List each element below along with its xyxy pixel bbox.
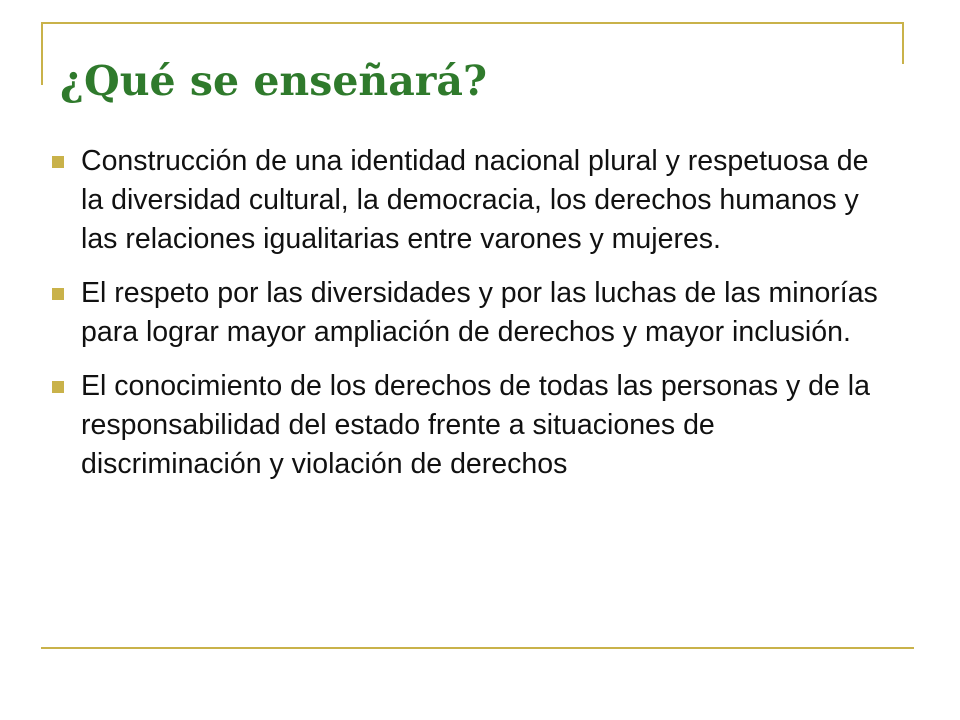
square-bullet-icon xyxy=(52,288,64,300)
bullet-text: Construcción de una identidad nacional plural y respetuosa de la diversidad cultural, la democracia, los derechos humanos y las relaciones igualitarias entre varones y mujeres. xyxy=(81,145,869,255)
bullet-item xyxy=(50,142,880,259)
square-bullet-icon xyxy=(52,381,64,393)
slide-title: ¿Qué se enseñará? xyxy=(60,57,487,105)
frame-bottom-rule xyxy=(41,647,914,649)
frame-top-rule xyxy=(41,22,904,24)
bullet-text: El conocimiento de los derechos de todas las personas y de la responsabilidad del estado frente a situaciones de discriminación y violación de derechos xyxy=(81,370,870,480)
frame-right-rule xyxy=(902,22,904,64)
bullet-text: El respeto por las diversidades y por las luchas de las minorías para lograr mayor ampliación de derechos y mayor inclusión. xyxy=(81,277,878,348)
bullet-item xyxy=(50,274,880,352)
bullet-list xyxy=(50,142,880,499)
bullet-item xyxy=(50,367,880,484)
frame-left-rule xyxy=(41,22,43,85)
square-bullet-icon xyxy=(52,156,64,168)
